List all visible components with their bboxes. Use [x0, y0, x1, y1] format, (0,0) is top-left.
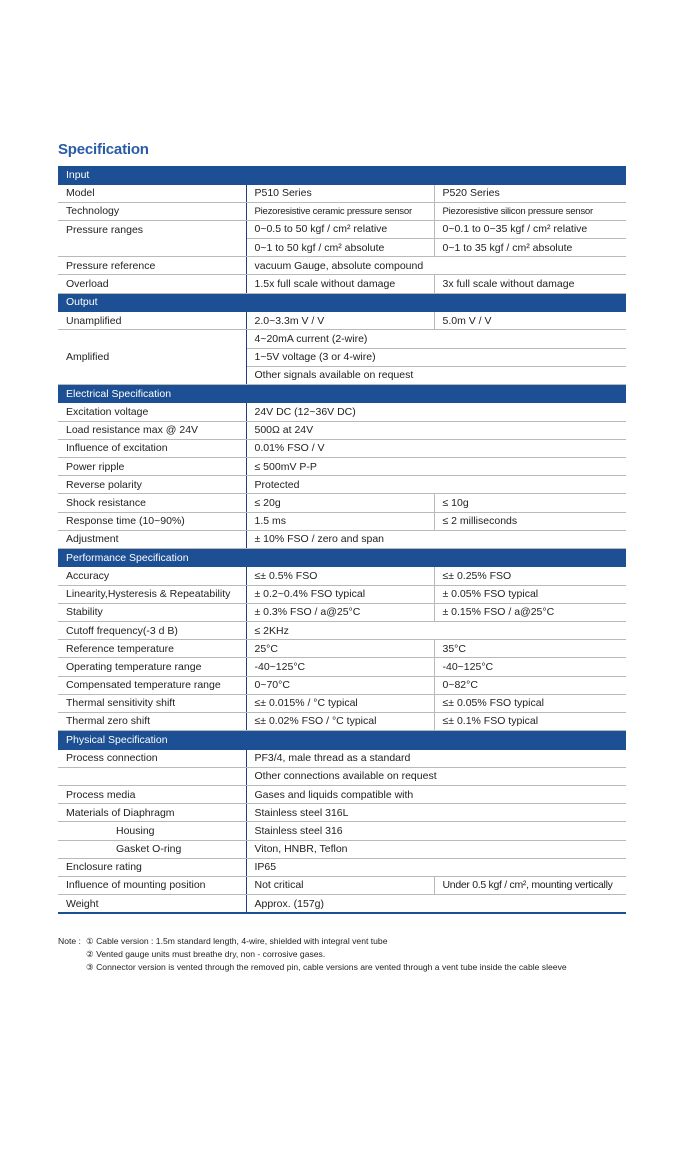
row-value-p510: ± 0.2~0.4% FSO typical: [246, 585, 434, 603]
row-label: Power ripple: [58, 457, 246, 475]
table-row: [58, 694, 626, 712]
table-row: [58, 603, 626, 621]
row-value: Approx. (157g): [246, 895, 626, 914]
table-row: [58, 494, 626, 512]
table-row: [58, 585, 626, 603]
page-title: Specification: [58, 141, 149, 158]
note-text: ② Vented gauge units must breathe dry, non - corrosive gases.: [86, 949, 326, 959]
row-label: Thermal zero shift: [58, 712, 246, 730]
row-label: Influence of excitation: [58, 439, 246, 457]
row-label: Compensated temperature range: [58, 676, 246, 694]
table-row: [58, 257, 626, 275]
row-label: Operating temperature range: [58, 658, 246, 676]
section-header-input: [58, 166, 626, 184]
row-value-p520: Under 0.5 kgf / cm², mounting vertically: [434, 876, 626, 894]
section-title: Performance Specification: [58, 548, 626, 567]
table-row: [58, 202, 626, 220]
row-value-p510: ≤± 0.015% / °C typical: [246, 694, 434, 712]
row-value-p520: -40~125°C: [434, 658, 626, 676]
section-header-physical: [58, 731, 626, 750]
row-value-p510: 2.0~3.3m V / V: [246, 312, 434, 330]
row-value-p520: Piezoresistive silicon pressure sensor: [434, 202, 626, 220]
table-row: [58, 530, 626, 548]
row-value: 24V DC (12~36V DC): [246, 403, 626, 421]
row-value: Stainless steel 316: [246, 822, 626, 840]
table-row: [58, 658, 626, 676]
table-row: [58, 767, 626, 785]
table-row: [58, 275, 626, 293]
row-value-p510: ≤± 0.02% FSO / °C typical: [246, 712, 434, 730]
row-label: Reverse polarity: [58, 476, 246, 494]
row-value: ≤ 500mV P-P: [246, 457, 626, 475]
row-value: IP65: [246, 858, 626, 876]
table-row: [58, 457, 626, 475]
table-row: [58, 640, 626, 658]
table-row: [58, 512, 626, 530]
row-value: Stainless steel 316L: [246, 804, 626, 822]
row-label: Adjustment: [58, 530, 246, 548]
row-label: [58, 767, 246, 785]
row-value: 1~5V voltage (3 or 4-wire): [246, 348, 626, 366]
table-row: [58, 421, 626, 439]
row-label: Overload: [58, 275, 246, 293]
row-value-p520: ≤ 2 milliseconds: [434, 512, 626, 530]
row-label: Reference temperature: [58, 640, 246, 658]
table-row: [58, 330, 626, 348]
section-header-electrical: [58, 384, 626, 403]
row-value: 4~20mA current (2-wire): [246, 330, 626, 348]
table-row: [58, 822, 626, 840]
row-label: Stability: [58, 603, 246, 621]
row-value-p520: 0~1 to 35 kgf / cm² absolute: [434, 239, 626, 257]
row-label: Pressure ranges: [58, 220, 246, 256]
note-item: [58, 948, 658, 961]
row-value-p520: ≤± 0.05% FSO typical: [434, 694, 626, 712]
row-label: Pressure reference: [58, 257, 246, 275]
table-row: [58, 439, 626, 457]
table-row: [58, 876, 626, 894]
row-value-p520: 5.0m V / V: [434, 312, 626, 330]
row-label: Response time (10~90%): [58, 512, 246, 530]
section-header-output: [58, 293, 626, 312]
row-value-p520: ± 0.05% FSO typical: [434, 585, 626, 603]
section-title: Output: [58, 293, 626, 312]
table-row: [58, 676, 626, 694]
row-label: Thermal sensitivity shift: [58, 694, 246, 712]
row-value-p510: 0~70°C: [246, 676, 434, 694]
note-text: ③ Connector version is vented through the removed pin, cable versions are vented through a vent tube inside the cable sleeve: [86, 962, 567, 972]
row-value-p510: Not critical: [246, 876, 434, 894]
row-value-p520: 35°C: [434, 640, 626, 658]
row-label: Unamplified: [58, 312, 246, 330]
table-row: [58, 621, 626, 639]
note-prefix: Note :: [58, 936, 81, 946]
row-label: Amplified: [58, 330, 246, 385]
row-value-p510: P510 Series: [246, 184, 434, 202]
row-label: Enclosure rating: [58, 858, 246, 876]
row-label: Gasket O-ring: [58, 840, 246, 858]
section-header-performance: [58, 548, 626, 567]
notes: [58, 935, 658, 974]
row-value-p520: 0~82°C: [434, 676, 626, 694]
row-label: Model: [58, 184, 246, 202]
row-label: Process media: [58, 785, 246, 803]
row-label: Accuracy: [58, 567, 246, 585]
row-value-p510: ≤ 20g: [246, 494, 434, 512]
table-row: [58, 184, 626, 202]
row-value: Other signals available on request: [246, 366, 626, 384]
table-row: [58, 567, 626, 585]
section-title: Input: [58, 166, 626, 184]
row-label: Cutoff frequency(-3 d B): [58, 621, 246, 639]
row-value-p510: ≤± 0.5% FSO: [246, 567, 434, 585]
section-title: Electrical Specification: [58, 384, 626, 403]
row-value: Gases and liquids compatible with: [246, 785, 626, 803]
row-label: Materials of Diaphragm: [58, 804, 246, 822]
row-value-p510: 0~1 to 50 kgf / cm² absolute: [246, 239, 434, 257]
row-value: ≤ 2KHz: [246, 621, 626, 639]
row-value-p520: P520 Series: [434, 184, 626, 202]
row-value: Other connections available on request: [246, 767, 626, 785]
row-value-p510: 0~0.5 to 50 kgf / cm² relative: [246, 220, 434, 238]
row-value-p520: 3x full scale without damage: [434, 275, 626, 293]
row-value-p510: -40~125°C: [246, 658, 434, 676]
row-value-p510: 1.5 ms: [246, 512, 434, 530]
row-label: Linearity,Hysteresis & Repeatability: [58, 585, 246, 603]
row-value: vacuum Gauge, absolute compound: [246, 257, 626, 275]
table-row: [58, 476, 626, 494]
row-value-p510: ± 0.3% FSO / a@25°C: [246, 603, 434, 621]
table-row: [58, 403, 626, 421]
row-label: Housing: [58, 822, 246, 840]
row-value: Protected: [246, 476, 626, 494]
specification-table: [58, 166, 626, 914]
row-value: 500Ω at 24V: [246, 421, 626, 439]
note-item: [58, 935, 658, 948]
row-value-p520: 0~0.1 to 0~35 kgf / cm² relative: [434, 220, 626, 238]
row-value-p510: Piezoresistive ceramic pressure sensor: [246, 202, 434, 220]
row-value-p520: ≤ 10g: [434, 494, 626, 512]
table-row: [58, 312, 626, 330]
row-label: Excitation voltage: [58, 403, 246, 421]
row-label: Load resistance max @ 24V: [58, 421, 246, 439]
note-text: ① Cable version : 1.5m standard length, 4-wire, shielded with integral vent tube: [86, 936, 388, 946]
row-label: Influence of mounting position: [58, 876, 246, 894]
table-row: [58, 220, 626, 238]
row-value-p510: 1.5x full scale without damage: [246, 275, 434, 293]
row-value: ± 10% FSO / zero and span: [246, 530, 626, 548]
table-row: [58, 895, 626, 914]
table-row: [58, 712, 626, 730]
row-value-p520: ≤± 0.1% FSO typical: [434, 712, 626, 730]
row-label: Process connection: [58, 749, 246, 767]
table-row: [58, 804, 626, 822]
table-row: [58, 749, 626, 767]
row-value-p520: ≤± 0.25% FSO: [434, 567, 626, 585]
row-value: PF3/4, male thread as a standard: [246, 749, 626, 767]
row-value-p520: ± 0.15% FSO / a@25°C: [434, 603, 626, 621]
row-value-p510: 25°C: [246, 640, 434, 658]
section-title: Physical Specification: [58, 731, 626, 750]
row-value: Viton, HNBR, Teflon: [246, 840, 626, 858]
row-label: Technology: [58, 202, 246, 220]
table-row: [58, 785, 626, 803]
table-row: [58, 840, 626, 858]
row-label: Weight: [58, 895, 246, 914]
table-row: [58, 858, 626, 876]
row-value: 0.01% FSO / V: [246, 439, 626, 457]
note-item: [58, 961, 658, 974]
row-label: Shock resistance: [58, 494, 246, 512]
